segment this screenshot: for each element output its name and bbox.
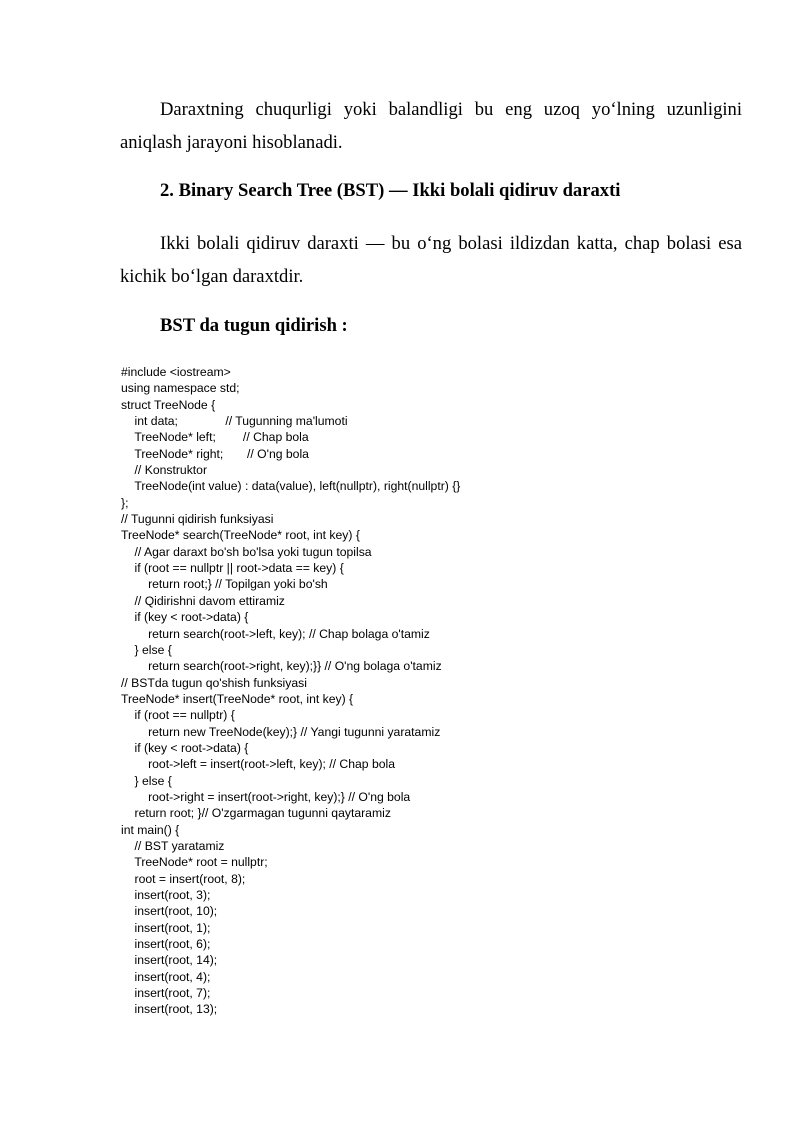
code-line: // Qidirishni davom ettiramiz: [121, 593, 285, 608]
intro-paragraph: Daraxtning chuqurligi yoki balandligi bu eng uzoq yo‘lning uzunligini aniqlash jarayoni hisoblanadi.: [120, 99, 742, 153]
code-line: int main() {: [121, 822, 180, 837]
code-line: // BST yaratamiz: [121, 838, 225, 853]
code-line: insert(root, 4);: [121, 969, 211, 984]
code-line: return root; }// O'zgarmagan tugunni qaytaramiz: [121, 806, 391, 821]
code-line: return search(root->left, key); // Chap bolaga o'tamiz: [121, 626, 430, 641]
code-line: insert(root, 3);: [121, 888, 211, 902]
code-line: int data; // Tugunning ma'lumoti: [121, 414, 348, 429]
code-line: if (key < root->data) {: [121, 610, 249, 625]
code-line: } else {: [121, 642, 172, 657]
code-line: struct TreeNode {: [121, 397, 216, 412]
code-line: TreeNode* search(TreeNode* root, int key) {: [121, 528, 360, 543]
code-line: if (root == nullptr) {: [121, 708, 235, 723]
code-line: if (key < root->data) {: [121, 740, 249, 755]
code-line: TreeNode* right; // O'ng bola: [121, 446, 309, 461]
code-line: root->right = insert(root->right, key);} // O'ng bola: [121, 789, 411, 804]
code-line: TreeNode* root = nullptr;: [121, 855, 268, 870]
code-line: insert(root, 7);: [121, 986, 211, 1001]
code-line: // Tugunni qidirish funksiyasi: [121, 512, 274, 527]
code-line: insert(root, 6);: [121, 937, 211, 952]
code-line: return new TreeNode(key);} // Yangi tugunni yaratamiz: [121, 724, 441, 739]
code-line: TreeNode(int value) : data(value), left(nullptr), right(nullptr) {}: [121, 479, 461, 494]
code-listing: [121, 364, 761, 1018]
bst-definition-paragraph: Ikki bolali qidiruv daraxti — bu o‘ng bolasi ildizdan katta, chap bolasi esa kichik bo‘lgan daraxtdir.: [120, 233, 742, 287]
code-line: insert(root, 13);: [121, 1002, 218, 1017]
code-line: // Agar daraxt bo'sh bo'lsa yoki tugun topilsa: [121, 544, 372, 559]
code-line: return search(root->right, key);}} // O'ng bolaga o'tamiz: [121, 659, 442, 674]
code-line: insert(root, 10);: [121, 904, 218, 919]
code-line: // BSTda tugun qo'shish funksiyasi: [121, 675, 307, 690]
code-line: return root;} // Topilgan yoki bo'sh: [121, 577, 328, 592]
search-heading: BST da tugun qidirish :: [160, 315, 348, 336]
code-line: TreeNode* left; // Chap bola: [121, 430, 309, 445]
code-line: insert(root, 14);: [121, 953, 218, 968]
code-line: #include <iostream>: [121, 365, 231, 379]
code-line: insert(root, 1);: [121, 920, 211, 935]
code-line: if (root == nullptr || root->data == key) {: [121, 561, 344, 576]
code-line: // Konstruktor: [121, 463, 208, 478]
code-line: root->left = insert(root->left, key); // Chap bola: [121, 757, 395, 772]
code-line: };: [121, 495, 129, 510]
code-line: root = insert(root, 8);: [121, 871, 246, 886]
code-line: } else {: [121, 773, 172, 788]
section-heading: 2. Binary Search Tree (BST) — Ikki bolali qidiruv daraxti: [160, 180, 621, 201]
code-line: TreeNode* insert(TreeNode* root, int key) {: [121, 691, 354, 706]
code-line: using namespace std;: [121, 381, 240, 396]
